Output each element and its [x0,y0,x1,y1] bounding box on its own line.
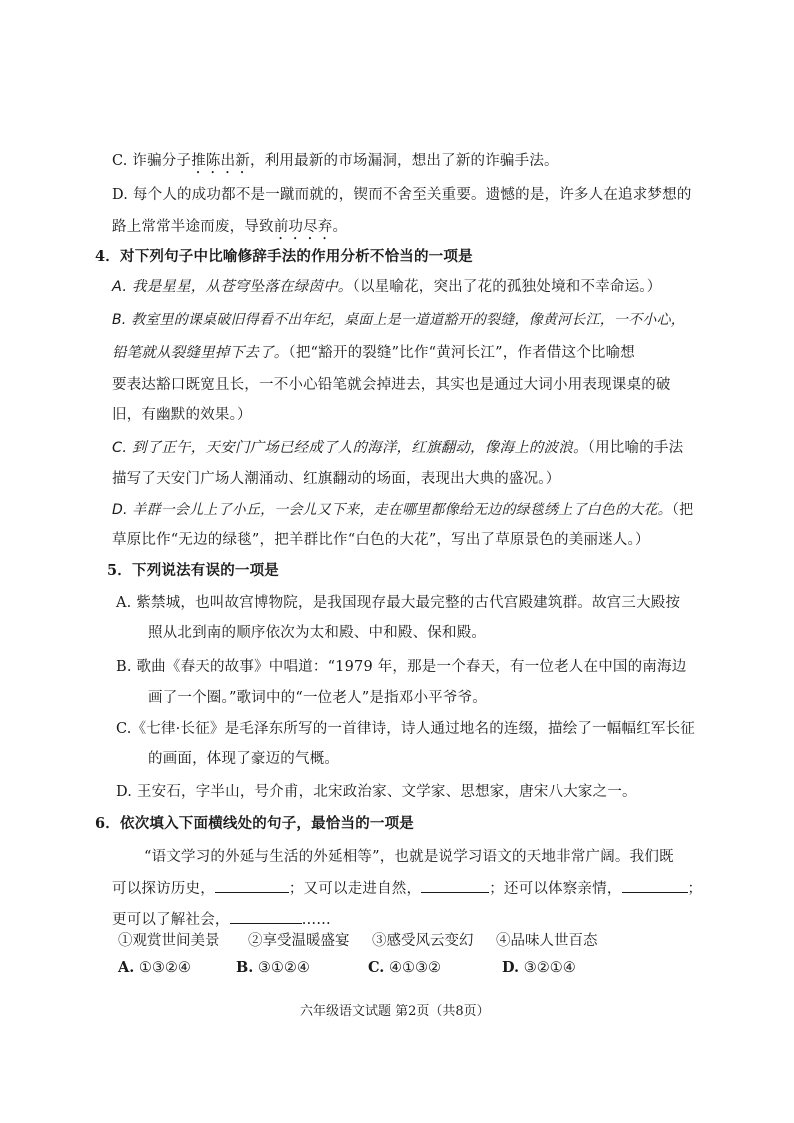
q3-d-prefix: 路上常常半途而废，导致 [112,219,274,235]
q4-c-analysis: （用比喻的手法 [587,440,684,456]
q6-passage-ellipsis: …… [301,912,332,928]
q6-passage-part-e: 更可以了解社会， [112,912,230,928]
q6-passage-part-d: ； [687,881,703,897]
q5-option-a-line2: 照从北到南的顺序依次为太和殿、中和殿、保和殿。 [148,625,487,641]
q6-passage-line1: “语文学习的外延与生活的外延相等”，也就是说学习语文的天地非常广阔。我们既 [144,849,674,865]
q6-choice-a[interactable] [118,959,191,976]
q6-choice-d[interactable] [502,959,576,976]
fill-blank-4[interactable] [230,911,302,924]
q3-option-c [112,153,559,177]
q6-passage-part-b: ；又可以走进自然， [288,881,422,897]
q3-d-suffix: 。 [332,219,348,235]
q6-choice-b[interactable] [236,959,310,976]
q5-title: 5．下列说法有误的一项是 [107,562,279,579]
q4-option-c [112,441,683,456]
q4-b-quote: 铅笔就从裂缝里掉下去了。 [112,345,289,361]
q6-title: 6．依次填入下面横线处的句子，最恰当的一项是 [95,815,414,832]
q4-a-analysis: （以星喻花，突出了花的孤独处境和不幸命运。） [352,279,662,295]
q4-d-analysis: （把 [671,502,694,518]
q6-passage-line3 [112,911,331,928]
q6-item-2: ②享受温暖盛宴 [248,933,350,949]
q5-option-c-line2: 的画面，体现了豪迈的气概。 [148,751,340,767]
page-footer: 六年级语文试题 第2页（共8页） [300,1004,490,1019]
q3-c-suffix: ，利用最新的市场漏洞，想出了新的诈骗手法。 [250,153,559,169]
q3-c-dotted-phrase: 推陈出新 [191,153,251,169]
q6-choice-c-value: ④①③② [388,960,441,976]
q4-title: 4．对下列句子中比喻修辞手法的作用分析不恰当的一项是 [95,248,473,265]
q5-option-a-line1: A. 紫禁城，也叫故宫博物院，是我国现存最大最完整的古代宫殿建筑群。故宫三大殿按 [116,595,681,611]
q3-d-dotted-phrase: 前功尽弃 [273,219,333,235]
q6-choice-a-value: ①③②④ [138,960,191,976]
q3-option-d-line1: D. 每个人的成功都不是一蹴而就的，锲而不舍至关重要。遗憾的是，许多人在追求梦想的 [112,187,692,203]
q6-passage-part-a: 可以探访历史， [112,881,215,897]
q3-option-d-line2 [112,219,347,243]
q4-option-a [112,280,661,295]
q4-b-analysis: （把“豁开的裂缝”比作“黄河长江”，作者借这个比喻想 [288,345,636,361]
fill-blank-2[interactable] [421,880,489,893]
q6-choice-c[interactable] [368,959,441,976]
q6-passage-part-c: ；还可以体察亲情， [489,881,622,897]
fill-blank-3[interactable] [622,880,688,893]
q4-c-quote: C. 到了正午，天安门广场已经成了人的海洋，红旗翻动，像海上的波浪。 [112,440,588,456]
q5-option-c-line1: C.《七律·长征》是毛泽东所写的一首律诗，诗人通过地名的连缀，描绘了一幅幅红军长征 [116,721,695,737]
q6-choice-b-value: ③①②④ [257,960,310,976]
q4-option-b-line3: 要表达豁口既宽且长，一不小心铅笔就会掉进去，其实也是通过大词小用表现课桌的破 [112,377,671,393]
q6-choice-b-letter: B. [236,959,254,976]
q4-option-c-line2: 描写了天安门广场人潮涌动、红旗翻动的场面，表现出大典的盛况。） [112,471,561,487]
q5-option-b-line1: B. 歌曲《春天的故事》中唱道：“1979 年，那是一个春天，有一位老人在中国的南海边 [116,659,687,675]
q6-choice-a-letter: A. [118,959,135,976]
q4-option-b-line2 [112,346,635,361]
q4-option-d-line2: 草原比作“无边的绿毯”，把羊群比作“白色的大花”，写出了草原景色的美丽迷人。） [112,532,650,548]
q4-option-b-line4: 旧，有幽默的效果。） [112,407,252,423]
q4-option-b-line1: B. 教室里的课桌破旧得看不出年纪，桌面上是一道道豁开的裂缝，像黄河长江，一不小心， [112,312,685,328]
q6-choice-d-letter: D. [502,959,520,976]
q4-a-quote: A. 我是星星，从苍穹坠落在绿茵中。 [112,279,353,295]
q3-c-prefix: C. 诈骗分子 [112,153,192,169]
fill-blank-1[interactable] [215,880,289,893]
q6-item-1: ①观赏世间美景 [118,933,220,949]
q6-passage-line2 [112,880,702,897]
q4-option-d [112,503,693,517]
q6-item-3: ③感受风云变幻 [372,933,474,949]
q6-choice-d-value: ③②①④ [523,960,576,976]
q4-d-quote: D. 羊群一会儿上了小丘，一会儿又下来，走在哪里都像给无边的绿毯绣上了白色的大花。 [112,502,672,518]
q5-option-d: D. 王安石，字半山，号介甫，北宋政治家、文学家、思想家，唐宋八大家之一。 [116,784,637,800]
q6-choice-c-letter: C. [368,959,385,976]
q6-item-4: ④品味人世百态 [496,933,598,949]
q5-option-b-line2: 画了一个圈。”歌词中的“一位老人”是指邓小平爷爷。 [148,690,487,706]
